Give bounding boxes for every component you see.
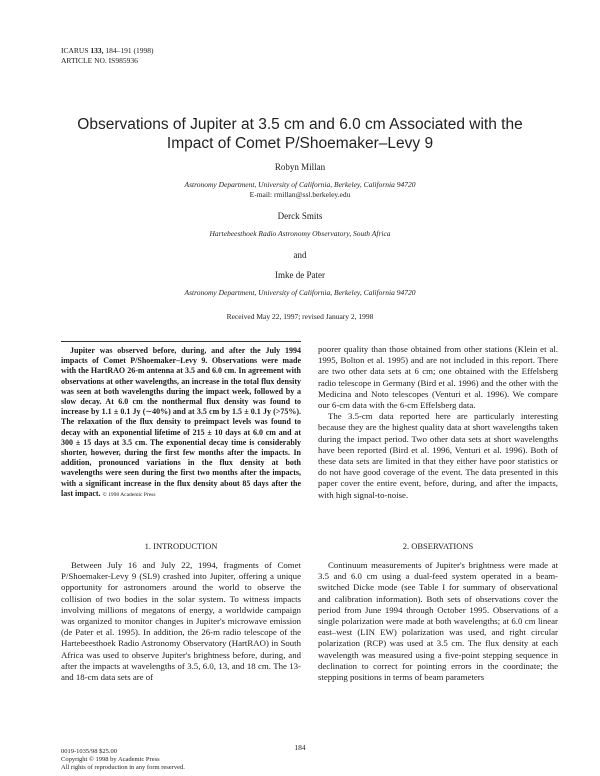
observations-body: [318, 560, 558, 683]
section-heading-introduction: 1. INTRODUCTION: [144, 541, 218, 551]
and-separator: and: [293, 250, 307, 260]
journal-volume: 133,: [90, 46, 104, 55]
abstract-copyright: © 1998 Academic Press: [102, 491, 156, 498]
received-dates: Received May 22, 1997; revised January 2, 1998: [226, 312, 374, 321]
author-affiliation: Astronomy Department, University of California, Berkeley, California 94720: [184, 180, 416, 189]
author-email: E-mail: rmillan@ssl.berkeley.edu: [249, 190, 351, 199]
author-name: Derck Smits: [277, 211, 323, 221]
author-affiliation: Hartebeesthoek Radio Astronomy Observatory, South Africa: [209, 229, 391, 238]
footer-line: 0019-1035/98 $25.00: [61, 748, 117, 755]
author-affiliation: Astronomy Department, University of California, Berkeley, California 94720: [184, 288, 416, 297]
copyright-footer: [61, 748, 185, 772]
journal-name: ICARUS: [61, 46, 89, 55]
journal-header: [61, 46, 154, 66]
footer-line: All rights of reproduction in any form reserved.: [61, 764, 185, 771]
article-no-label: ARTICLE NO.: [61, 56, 107, 65]
author-name: Imke de Pater: [275, 270, 325, 280]
paper-title: [40, 115, 560, 153]
right-column-top: [318, 344, 558, 501]
page-number: 184: [294, 743, 306, 752]
paragraph: Continuum measurements of Jupiter's brightness were made at 3.5 and 6.0 cm using a dual-feed system operated in a beam-switched Dicke mode (see Table I for summary of observational and calibration information). Both sets of observations cover the period from June 1994 through October 1995. Observations of a single polarization were made at both wavelengths; at 6.0 cm linear east–west (LIN EW) polarization was used, and right circular polarization (RCP) was used at 3.5 cm. The flux density at each wavelength was measured using a five-point stepping sequence in declination to correct for pointing errors in the coordinate; the stepping positions in terms of beam parameters: [318, 560, 558, 683]
paragraph: poorer quality than those obtained from other stations (Klein et al. 1995, Bolton et al. 1995) and are not included in this report. There are two other data sets at 6 cm; one obtained with the Effelsberg radio telescope in Germany (Bird et al. 1996) and the other with the Medicina and Noto telescopes (Venturi et al. 1996). We compare our 6-cm data with the 6-cm Effelsberg data.: [318, 344, 558, 411]
abstract: [61, 346, 301, 500]
paragraph: The 3.5-cm data reported here are particularly interesting because they are the highest quality data at short wavelengths taken during the impact period. Two other data sets at short wavelengths have been reported (Bird et al. 1996, Venturi et al. 1996). Both of these data sets are limited in that they either have poor statistics or do not have good coverage of the event. The data presented in this paper cover the entire event, before, during, and after the impacts, with high signal-to-noise.: [318, 411, 558, 500]
introduction-body: [61, 560, 301, 683]
abstract-divider: [61, 341, 301, 342]
title-line-1: Observations of Jupiter at 3.5 cm and 6.0 cm Associated with the: [77, 116, 523, 133]
journal-pages: 184–191 (1998): [105, 46, 154, 55]
abstract-text: Jupiter was observed before, during, and after the July 1994 impacts of Comet P/Shoemaker–Levy 9. Observations were made with the HartRAO 26-m antenna at 3.5 and 6.0 cm. In agreement with observations at other wavelengths, an increase in the total flux density was seen at both wavelengths during the impact week, followed by a slow decay. At 6.0 cm the nonthermal flux density was found to increase by 1.1 ± 0.1 Jy (∼40%) and at 3.5 cm by 1.5 ± 0.1 Jy (>75%). The relaxation of the flux density to preimpact levels was found to decay with an exponential lifetime of 215 ± 10 days at 6.0 cm and at 300 ± 15 days at 3.5 cm. The exponential decay time is considerably shorter, however, during the first few months after the impacts. In addition, pronounced variations in the flux density at both wavelengths were seen during the first two months after the impacts, with a significant increase in the flux density about 85 days after the last impact.: [61, 346, 301, 498]
paragraph: Between July 16 and July 22, 1994, fragments of Comet P/Shoemaker-Levy 9 (SL9) crashed into Jupiter, offering a unique opportunity for astronomers around the world to observe the collision of two bodies in the solar system. To witness impacts involving millions of megatons of energy, a worldwide campaign was organized to monitor changes in Jupiter's microwave emission (de Pater et al. 1995). In addition, the 26-m radio telescope of the Hartebeesthoek Radio Astronomy Observatory (HartRAO) in South Africa was used to observe Jupiter's brightness before, during, and after the impacts at wavelengths of 3.5, 6.0, 13, and 18 cm. The 13- and 18-cm data sets are of: [61, 560, 301, 683]
footer-line: Copyright © 1998 by Academic Press: [61, 756, 160, 763]
author-name: Robyn Millan: [274, 162, 326, 172]
title-line-2: Impact of Comet P/Shoemaker–Levy 9: [166, 135, 434, 152]
section-heading-observations: 2. OBSERVATIONS: [402, 541, 474, 551]
article-no: IS985936: [108, 56, 138, 65]
